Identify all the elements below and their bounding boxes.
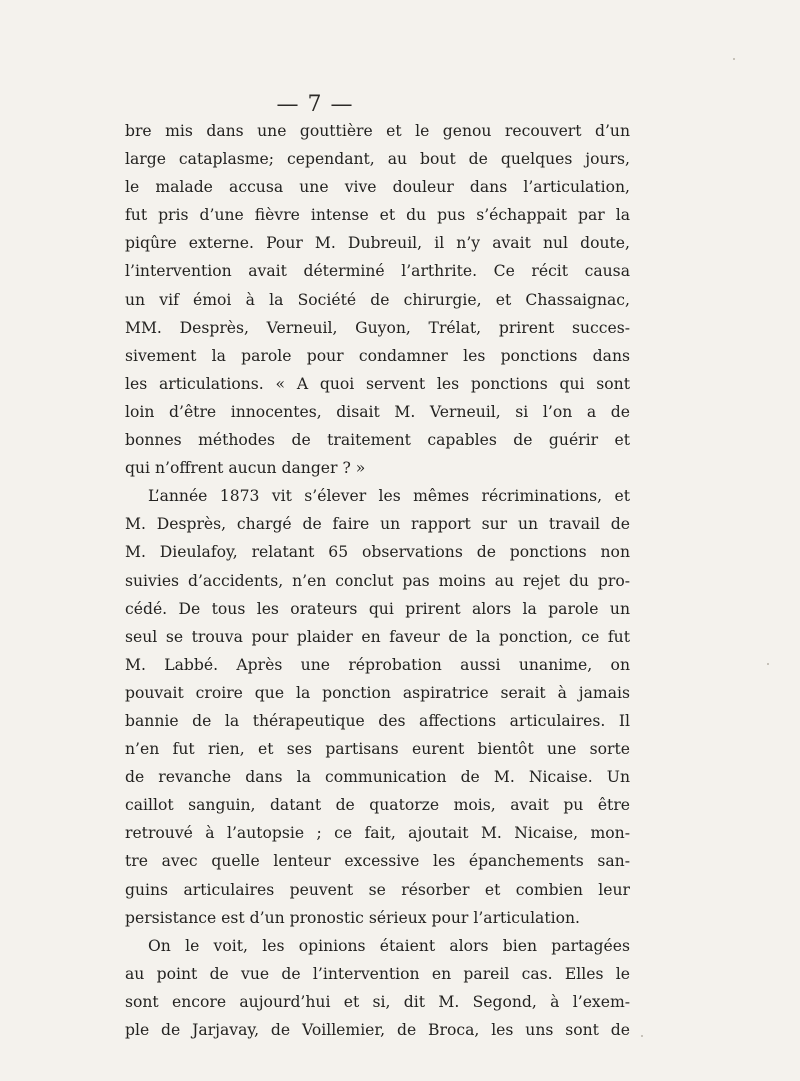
text-line: piqûre externe. Pour M. Dubreuil, il n’y avait nul doute,: [125, 234, 630, 253]
text-line: le malade accusa une vive douleur dans l’articulation,: [125, 178, 630, 197]
text-line: les articulations. « A quoi servent les ponctions qui sont: [125, 374, 630, 393]
text-line: loin d’être innocentes, disait M. Verneuil, si l’on a de: [125, 402, 630, 421]
text-line: un vif émoi à la Société de chirurgie, et Chassaignac,: [125, 290, 630, 309]
body-text: [125, 117, 630, 1044]
text-line: bre mis dans une gouttière et le genou recouvert d’un: [125, 122, 630, 140]
text-line: On le voit, les opinions étaient alors bien partagées: [148, 936, 630, 955]
text-line: MM. Desprès, Verneuil, Guyon, Trélat, prirent succes-: [125, 318, 630, 337]
text-line: suivies d’accidents, n’en conclut pas moins au rejet du pro-: [125, 571, 630, 590]
paper-speck: [767, 663, 769, 665]
text-line: sont encore aujourd’hui et si, dit M. Segond, à l’exem-: [125, 992, 630, 1011]
text-line: seul se trouva pour plaider en faveur de la ponction, ce fut: [125, 627, 630, 646]
text-line: au point de vue de l’intervention en pareil cas. Elles le: [125, 964, 630, 983]
text-line: cédé. De tous les orateurs qui prirent alors la parole un: [125, 599, 630, 618]
text-line: M. Desprès, chargé de faire un rapport sur un travail de: [125, 515, 630, 534]
text-line: l’intervention avait déterminé l’arthrite. Ce récit causa: [125, 262, 630, 281]
text-line: bonnes méthodes de traitement capables de guérir et: [125, 431, 630, 450]
text-line: sivement la parole pour condamner les ponctions dans: [125, 346, 630, 365]
text-line: M. Labbé. Après une réprobation aussi unanime, on: [125, 655, 630, 674]
paper-speck: [733, 58, 735, 60]
text-line: retrouvé à l’autopsie ; ce fait, ajoutait M. Nicaise, mon-: [125, 824, 630, 843]
text-line: tre avec quelle lenteur excessive les épanchements san-: [125, 852, 630, 871]
text-line: pouvait croire que la ponction aspiratrice serait à jamais: [125, 683, 630, 702]
page-number: — 7 —: [276, 92, 354, 117]
text-line: L’année 1873 vit s’élever les mêmes récriminations, et: [148, 487, 630, 506]
paper-speck: [641, 1035, 643, 1037]
text-line: large cataplasme; cependant, au bout de quelques jours,: [125, 150, 630, 169]
text-line: persistance est d’un pronostic sérieux pour l’articulation.: [125, 908, 580, 927]
text-line: n’en fut rien, et ses partisans eurent bientôt une sorte: [125, 740, 630, 759]
text-line: caillot sanguin, datant de quatorze mois, avait pu être: [125, 796, 630, 815]
text-line: de revanche dans la communication de M. Nicaise. Un: [125, 768, 630, 787]
text-line: fut pris d’une fièvre intense et du pus s’échappait par la: [125, 206, 630, 225]
text-line: M. Dieulafoy, relatant 65 observations de ponctions non: [125, 543, 630, 562]
text-line: bannie de la thérapeutique des affections articulaires. Il: [125, 711, 630, 730]
text-line: qui n’offrent aucun danger ? »: [125, 459, 366, 478]
text-line: ple de Jarjavay, de Voillemier, de Broca, les uns sont de: [125, 1021, 630, 1039]
text-line: guins articulaires peuvent se résorber et combien leur: [125, 880, 630, 899]
